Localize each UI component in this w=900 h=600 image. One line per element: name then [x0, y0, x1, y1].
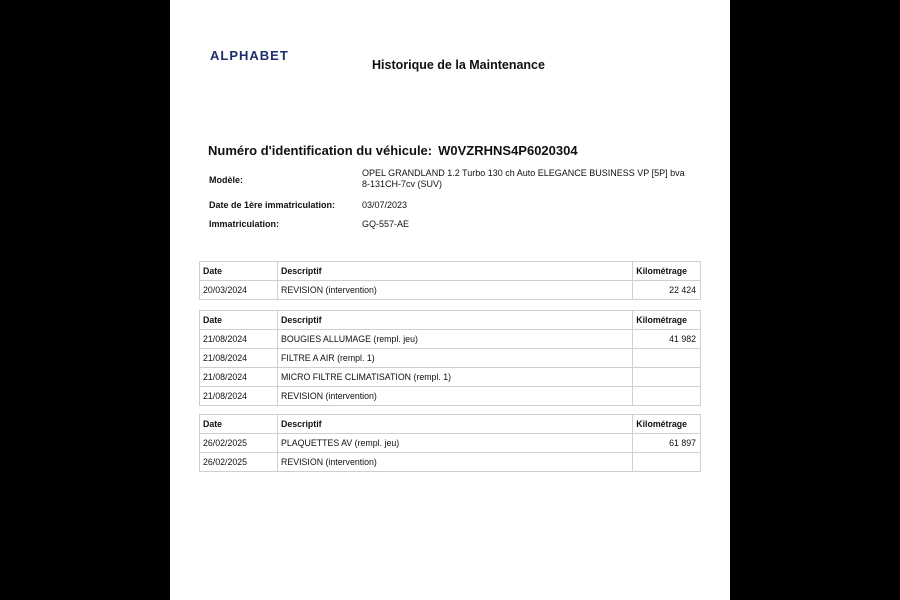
mileage-cell — [633, 387, 701, 406]
table-row — [200, 349, 701, 368]
description-header: Descriptif — [278, 311, 633, 330]
description-header: Descriptif — [278, 262, 633, 281]
table-row — [200, 368, 701, 387]
date-cell: 21/08/2024 — [200, 349, 278, 368]
date-header: Date — [200, 262, 278, 281]
date-cell: 21/08/2024 — [200, 387, 278, 406]
description-cell: PLAQUETTES AV (rempl. jeu) — [278, 434, 633, 453]
date-header: Date — [200, 415, 278, 434]
table-header-row — [200, 311, 701, 330]
mileage-header: Kilométrage — [633, 262, 701, 281]
date-cell: 21/08/2024 — [200, 330, 278, 349]
description-cell: MICRO FILTRE CLIMATISATION (rempl. 1) — [278, 368, 633, 387]
description-cell: REVISION (intervention) — [278, 281, 633, 300]
date-cell: 26/02/2025 — [200, 434, 278, 453]
mileage-header: Kilométrage — [633, 415, 701, 434]
table-row — [200, 330, 701, 349]
maintenance-table — [199, 261, 701, 300]
plate-label: Immatriculation: — [209, 219, 280, 229]
mileage-cell: 61 897 — [633, 434, 701, 453]
date-cell: 20/03/2024 — [200, 281, 278, 300]
date-header: Date — [200, 311, 278, 330]
mileage-cell: 22 424 — [633, 281, 701, 300]
date-cell: 21/08/2024 — [200, 368, 278, 387]
mileage-cell — [633, 453, 701, 472]
first-registration-label: Date de 1ère immatriculation: — [209, 200, 336, 210]
table-row — [200, 281, 701, 300]
document-page — [170, 0, 730, 600]
description-cell: FILTRE A AIR (rempl. 1) — [278, 349, 633, 368]
mileage-header: Kilométrage — [633, 311, 701, 330]
date-cell: 26/02/2025 — [200, 453, 278, 472]
description-header: Descriptif — [278, 415, 633, 434]
mileage-cell: 41 982 — [633, 330, 701, 349]
description-cell: BOUGIES ALLUMAGE (rempl. jeu) — [278, 330, 633, 349]
vin-label: Numéro d'identification du véhicule: — [208, 143, 433, 158]
mileage-cell — [633, 349, 701, 368]
plate-value: GQ-557-AE — [362, 219, 410, 229]
mileage-cell — [633, 368, 701, 387]
table-header-row — [200, 415, 701, 434]
first-registration-value: 03/07/2023 — [362, 200, 408, 210]
model-label: Modèle: — [209, 175, 244, 185]
table-row — [200, 387, 701, 406]
vin-line — [208, 143, 578, 158]
table-row — [200, 453, 701, 472]
description-cell: REVISION (intervention) — [278, 387, 633, 406]
model-value: OPEL GRANDLAND 1.2 Turbo 130 ch Auto ELEGANCE BUSINESS VP [5P] bva 8-131CH-7cv (SUV) — [362, 168, 685, 189]
brand-logo: ALPHABET — [210, 48, 289, 63]
table-header-row — [200, 262, 701, 281]
vin-value: W0VZRHNS4P6020304 — [438, 143, 578, 158]
description-cell: REVISION (intervention) — [278, 453, 633, 472]
page-title: Historique de la Maintenance — [372, 58, 545, 72]
maintenance-table — [199, 414, 701, 472]
table-row — [200, 434, 701, 453]
maintenance-table — [199, 310, 701, 406]
